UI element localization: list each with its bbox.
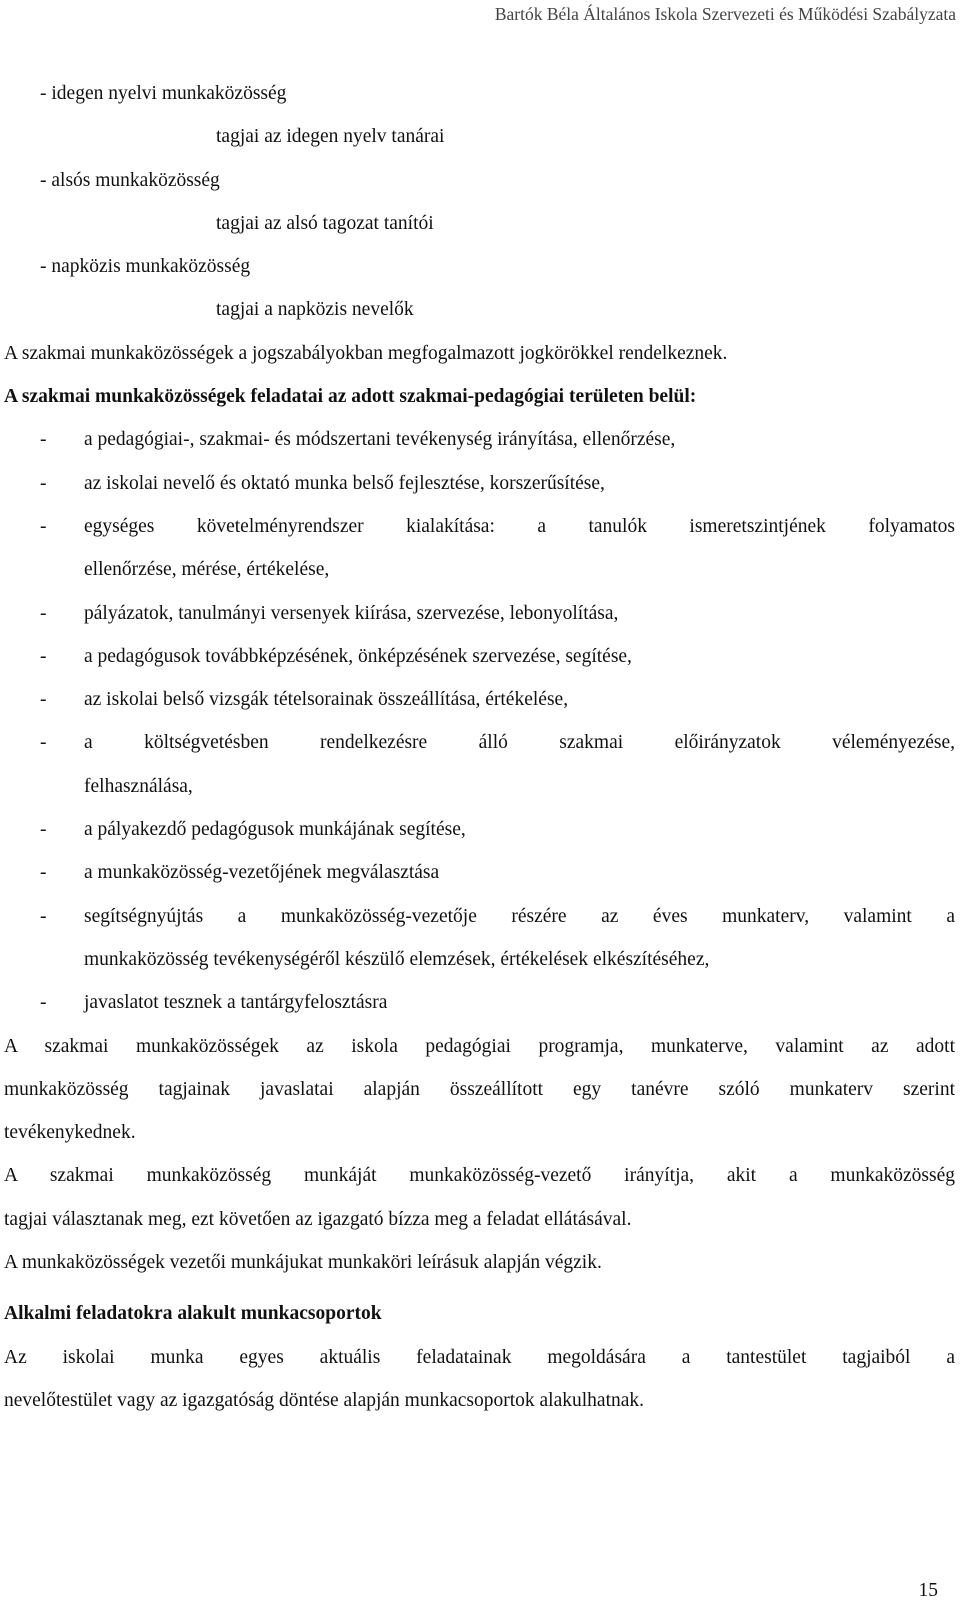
paragraph-line: nevelőtestület vagy az igazgatóság döntése alapján munkacsoportok alakulhatnak. <box>4 1389 645 1411</box>
running-header: Bartók Béla Általános Iskola Szervezeti és Működési Szabályzata <box>494 4 956 24</box>
list-bullet: - <box>40 515 47 537</box>
page-body <box>4 72 955 1422</box>
list-item-group-name: - alsós munkaközösség <box>40 169 220 191</box>
page-number: 15 <box>918 1580 938 1601</box>
list-item-group-members: tagjai a napközis nevelők <box>216 299 414 321</box>
list-item <box>4 721 955 808</box>
list-item <box>4 462 955 505</box>
list-item-text: egységes követelményrendszer kialakítása: a tanulók ismeretszintjének folyamatos <box>84 515 955 537</box>
list-bullet: - <box>40 689 47 711</box>
list-item-group-members: tagjai az alsó tagozat tanítói <box>216 212 434 234</box>
paragraph-line: tagjai választanak meg, ezt követően az igazgató bízza meg a feladat ellátásával. <box>4 1208 632 1230</box>
list-item-text-cont: munkaközösség tevékenységéről készülő elemzések, értékelések elkészítéséhez, <box>84 948 710 970</box>
paragraph-line: Az iskolai munka egyes aktuális feladatainak megoldására a tantestület tagjaiból a <box>4 1346 955 1368</box>
list-item-text: a költségvetésben rendelkezésre álló szakmai előirányzatok véleményezése, <box>84 732 955 754</box>
list-item <box>4 981 955 1024</box>
list-bullet: - <box>40 602 47 624</box>
paragraph-line: munkaközösség tagjainak javaslatai alapján összeállított egy tanévre szóló munkaterv szerint <box>4 1078 955 1100</box>
list-item-text-cont: felhasználása, <box>84 775 193 797</box>
list-item-text: az iskolai nevelő és oktató munka belső fejlesztése, korszerűsítése, <box>84 472 605 494</box>
list-item <box>4 592 955 635</box>
paragraph: A munkaközösségek vezetői munkájukat munkaköri leírásuk alapján végzik. <box>4 1252 602 1274</box>
list-item <box>4 851 955 894</box>
list-item <box>4 635 955 678</box>
list-bullet: - <box>40 732 47 754</box>
list-item <box>4 808 955 851</box>
list-bullet: - <box>40 472 47 494</box>
paragraph-line: A szakmai munkaközösség munkáját munkaközösség-vezető irányítja, akit a munkaközösség <box>4 1165 955 1187</box>
list-item-group-members: tagjai az idegen nyelv tanárai <box>216 126 445 148</box>
list-item-text-cont: ellenőrzése, mérése, értékelése, <box>84 559 330 581</box>
list-item-text: az iskolai belső vizsgák tételsorainak összeállítása, értékelése, <box>84 689 569 711</box>
list-bullet: - <box>40 862 47 884</box>
list-bullet: - <box>40 645 47 667</box>
list-bullet: - <box>40 905 47 927</box>
list-item-text: pályázatok, tanulmányi versenyek kiírása, szervezése, lebonyolítása, <box>84 602 619 624</box>
list-bullet: - <box>40 429 47 451</box>
list-item-text: a pedagógiai-, szakmai- és módszertani tevékenység irányítása, ellenőrzése, <box>84 429 676 451</box>
paragraph-line: tevékenykednek. <box>4 1122 136 1144</box>
section-heading: Alkalmi feladatokra alakult munkacsoportok <box>4 1303 382 1325</box>
list-item-group-name: - idegen nyelvi munkaközösség <box>40 83 287 104</box>
list-item-text: a munkaközösség-vezetőjének megválasztása <box>84 862 440 884</box>
list-item-text: segítségnyújtás a munkaközösség-vezetője részére az éves munkaterv, valamint a <box>84 905 955 927</box>
list-item-text: a pályakezdő pedagógusok munkájának segítése, <box>84 819 466 841</box>
list-item <box>4 418 955 461</box>
list-item <box>4 895 955 982</box>
list-item-text: a pedagógusok továbbképzésének, önképzésének szervezése, segítése, <box>84 645 632 667</box>
list-item <box>4 678 955 721</box>
list-item <box>4 505 955 592</box>
list-item-text: javaslatot tesznek a tantárgyfelosztásra <box>84 992 388 1014</box>
list-item-group-name: - napközis munkaközösség <box>40 256 251 278</box>
list-bullet: - <box>40 992 47 1014</box>
paragraph: A szakmai munkaközösségek a jogszabályokban megfogalmazott jogkörökkel rendelkeznek. <box>4 342 728 364</box>
section-heading: A szakmai munkaközösségek feladatai az adott szakmai-pedagógiai területen belül: <box>4 386 697 408</box>
list-bullet: - <box>40 819 47 841</box>
paragraph-line: A szakmai munkaközösségek az iskola pedagógiai programja, munkaterve, valamint az adott <box>4 1035 955 1057</box>
